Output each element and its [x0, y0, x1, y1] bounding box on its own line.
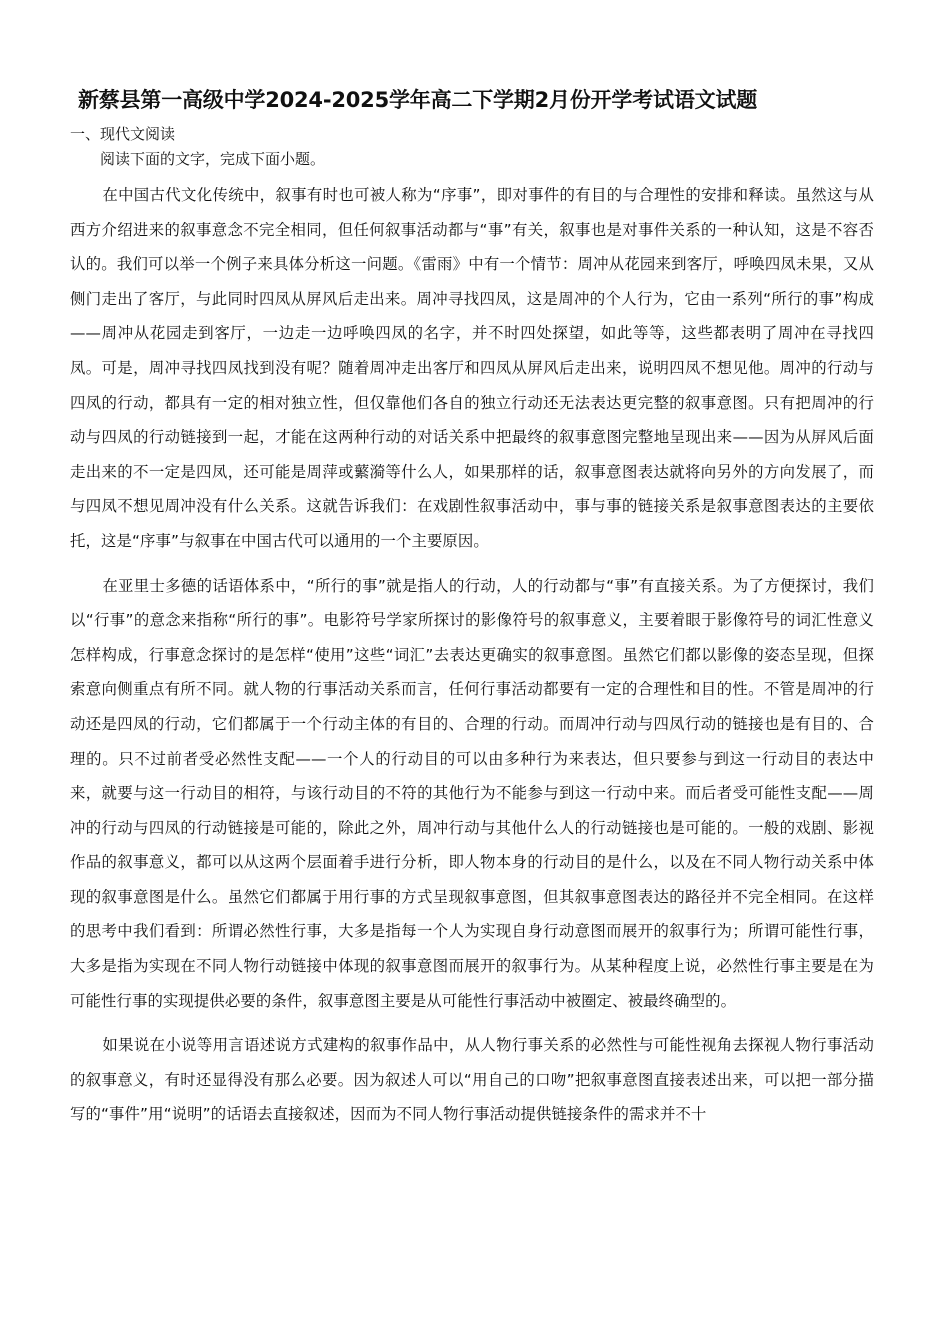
paragraph-1: 在中国古代文化传统中，叙事有时也可被人称为“序事”，即对事件的有目的与合理性的安排和释读。虽然这与从西方介绍进来的叙事意念不完全相同，但任何叙事活动都与“事”有关，叙事也是对事件关系的一种认知，这是不容否认的。我们可以举一个例子来具体分析这一问题。《雷雨》中有一个情节：周冲从花园来到客厅，呼唤四凤未果，又从侧门走出了客厅，与此同时四凤从屏风后走出来。周冲寻找四凤，这是周冲的个人行为，它由一系列“所行的事”构成——周冲从花园走到客厅，一边走一边呼唤四凤的名字，并不时四处探望，如此等等，这些都表明了周冲在寻找四凤。可是，周冲寻找四凤找到没有呢？随着周冲走出客厅和四凤从屏风后走出来，说明四凤不想见他。周冲的行动与四凤的行动，都具有一定的相对独立性，但仅靠他们各自的独立行动还无法表达更完整的叙事意图。只有把周冲的行动与四凤的行动链接到一起，才能在这两种行动的对话关系中把最终的叙事意图完整地呈现出来——因为从屏风后面走出来的不一定是四凤，还可能是周萍或蘩漪等什么人，如果那样的话，叙事意图表达就将向另外的方向发展了，而与四凤不想见周冲没有什么关系。这就告诉我们：在戏剧性叙事活动中，事与事的链接关系是叙事意图表达的主要依托，这是“序事”与叙事在中国古代可以通用的一个主要原因。: [70, 186, 874, 550]
paragraph-3: 如果说在小说等用言语述说方式建构的叙事作品中，从人物行事关系的必然性与可能性视角去探视人物行事活动的叙事意义，有时还显得没有那么必要。因为叙述人可以“用自己的口吻”把叙事意图直接表述出来，可以把一部分描写的“事件”用“说明”的话语去直接叙述，因而为不同人物行事活动提供链接条件的需求并不十: [70, 1036, 874, 1124]
reading-instruction: 阅读下面的文字，完成下面小题。: [100, 150, 326, 168]
section-heading: 一、现代文阅读: [70, 125, 176, 143]
document-title: 新蔡县第一高级中学2024-2025学年高二下学期2月份开学考试语文试题: [78, 88, 758, 112]
paragraph-2: 在亚里士多德的话语体系中，“所行的事”就是指人的行动，人的行动都与“事”有直接关系。为了方便探讨，我们以“行事”的意念来指称“所行的事”。电影符号学家所探讨的影像符号的叙事意义，主要着眼于影像符号的词汇性意义怎样构成，行事意念探讨的是怎样“使用”这些“词汇”去表达更确实的叙事意图。虽然它们都以影像的姿态呈现，但探索意向侧重点有所不同。就人物的行事活动关系而言，任何行事活动都要有一定的合理性和目的性。不管是周冲的行动还是四凤的行动，它们都属于一个行动主体的有目的、合理的行动。而周冲行动与四凤行动的链接也是有目的、合理的。只不过前者受必然性支配——一个人的行动目的可以由多种行为来表达，但只要参与到这一行动目的表达中来，就要与这一行动目的相符，与该行动目的不符的其他行为不能参与到这一行动中来。而后者受可能性支配——周冲的行动与四凤的行动链接是可能的，除此之外，周冲行动与其他什么人的行动链接也是可能的。一般的戏剧、影视作品的叙事意义，都可以从这两个层面着手进行分析，即人物本身的行动目的是什么，以及在不同人物行动关系中体现的叙事意图是什么。虽然它们都属于用行事的方式呈现叙事意图，但其叙事意图表达的路径并不完全相同。在这样的思考中我们看到：所谓必然性行事，大多是指每一个人为实现自身行动意图而展开的叙事行为；所谓可能性行事，大多是指为实现在不同人物行动链接中体现的叙事意图而展开的叙事行为。从某种程度上说，必然性行事主要是在为可能性行事的实现提供必要的条件，叙事意图主要是从可能性行事活动中被圈定、被最终确型的。: [70, 576, 874, 1010]
